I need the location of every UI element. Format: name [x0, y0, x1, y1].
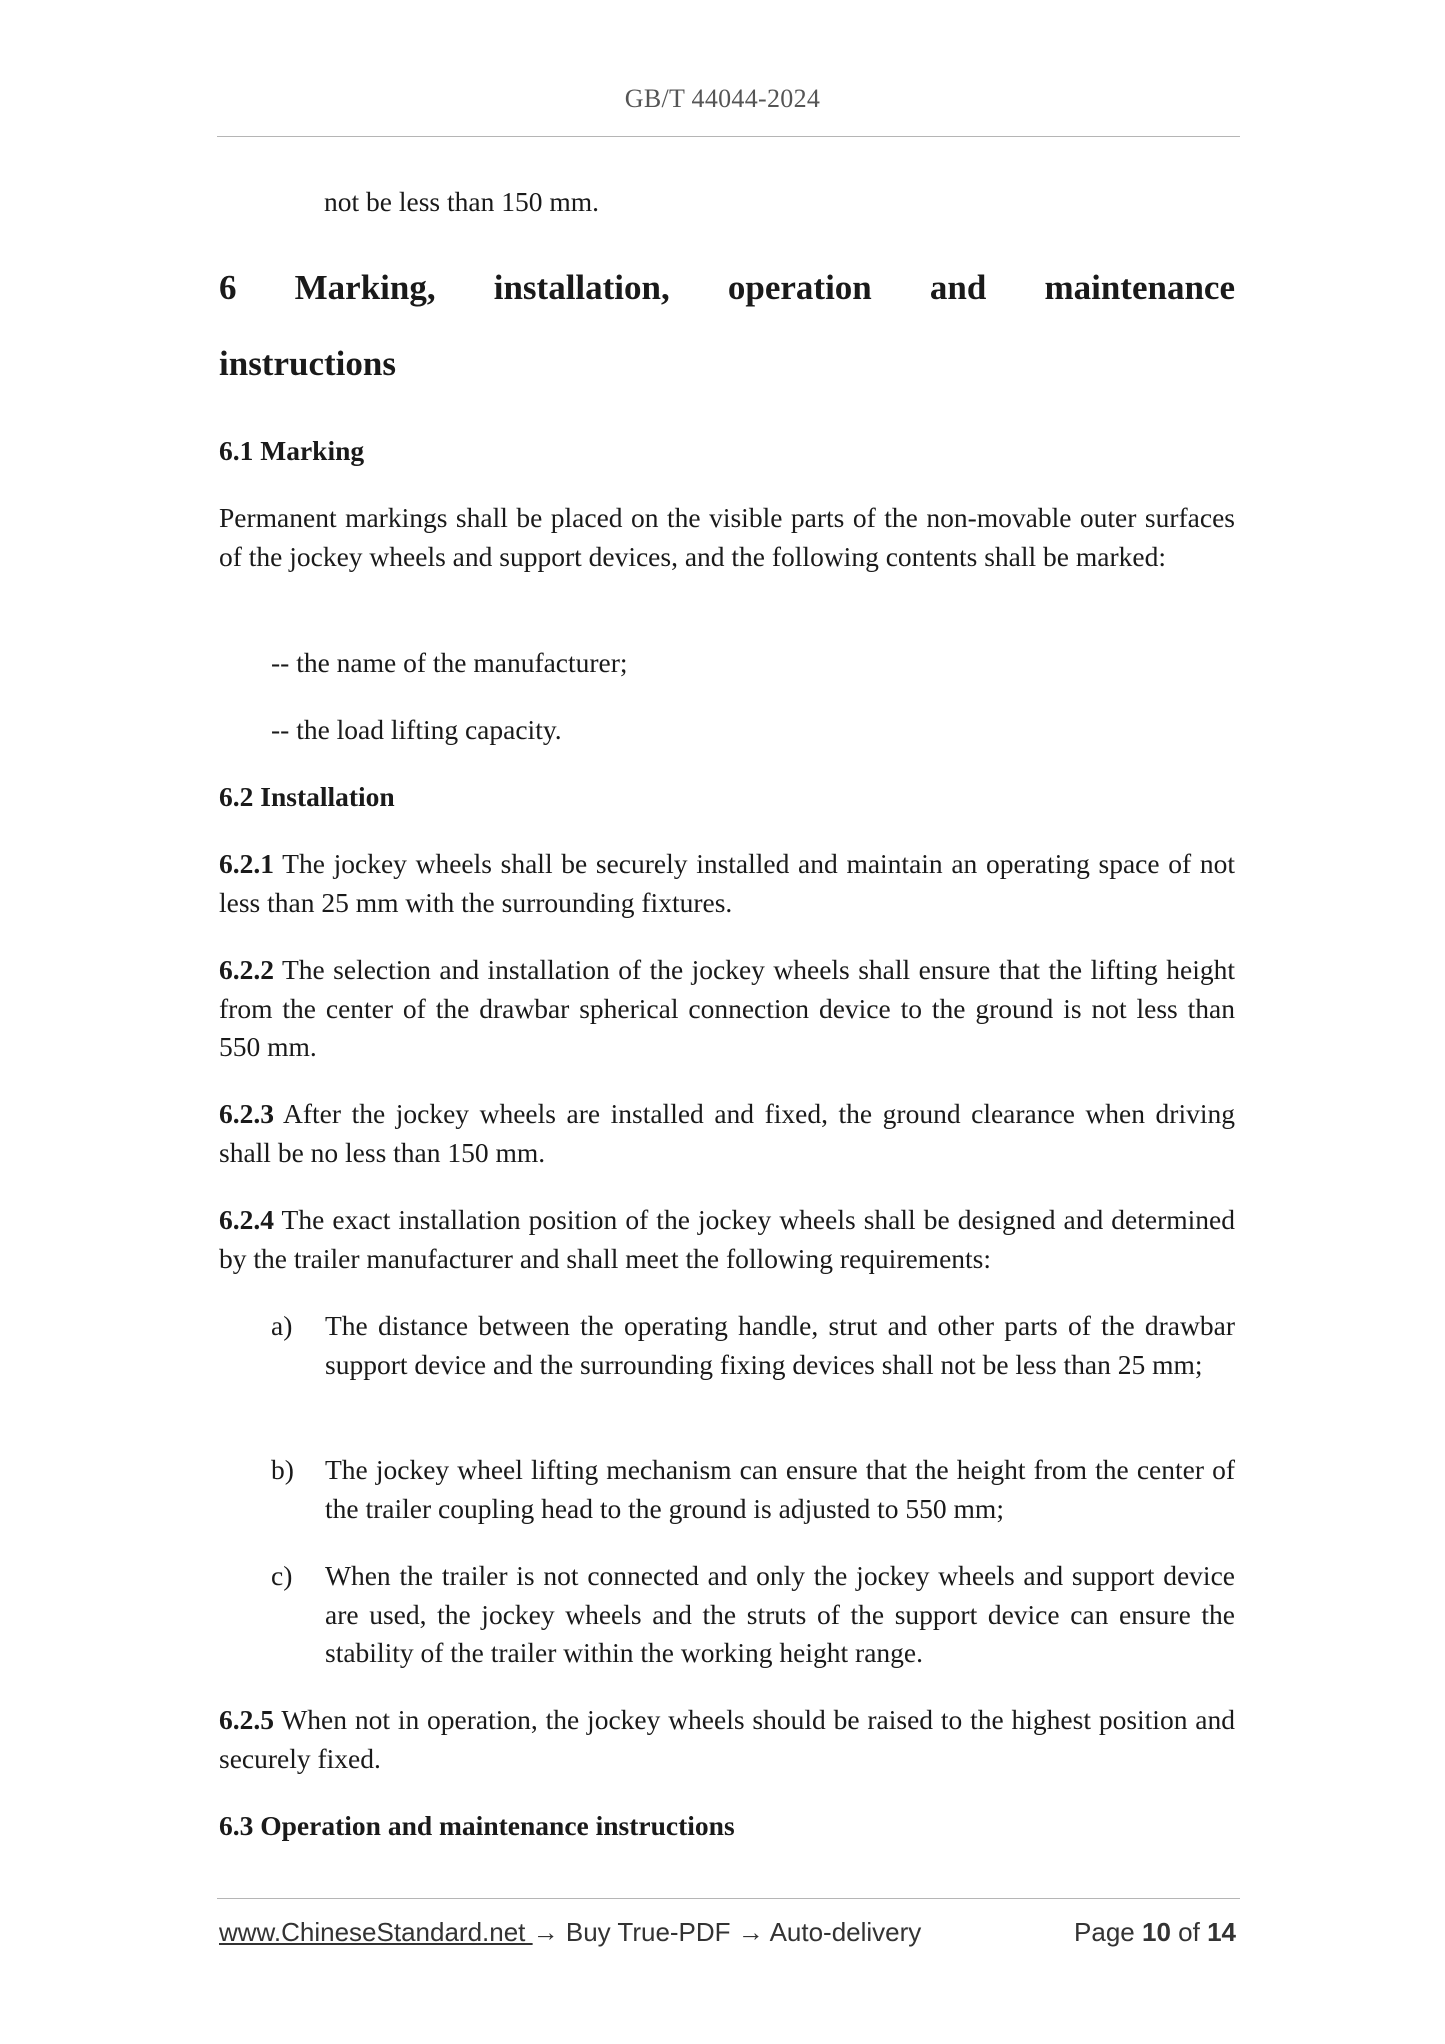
heading-word: Marking,	[294, 268, 436, 307]
buy-text: Buy True-PDF	[558, 1917, 738, 1947]
clause-number: 6.2.3	[219, 1098, 274, 1129]
list-marker: a)	[271, 1310, 293, 1341]
list-text: The distance between the operating handle, strut and other parts of the drawbar support device and the surrounding fixing devices shall not be less than 25 mm;	[325, 1310, 1235, 1380]
list-text: When the trailer is not connected and only the jockey wheels and support device are used, the jockey wheels and the struts of the support device can ensure the stability of the trailer within the working height range.	[325, 1560, 1235, 1668]
delivery-text: Auto-delivery	[763, 1917, 922, 1947]
of-label: of	[1178, 1917, 1200, 1947]
header-rule	[217, 136, 1240, 137]
total-pages: 14	[1207, 1917, 1236, 1947]
clause-text: After the jockey wheels are installed and fixed, the ground clearance when driving shall be no less than 150 mm.	[219, 1098, 1235, 1168]
clause-text: When not in operation, the jockey wheels should be raised to the highest position and securely fixed.	[219, 1704, 1235, 1774]
clause-6-2-1	[219, 845, 1235, 922]
page-footer	[219, 1917, 1236, 1951]
list-marker: b)	[271, 1454, 294, 1485]
marking-item: -- the load lifting capacity.	[271, 714, 562, 745]
arrow-icon: →	[737, 1917, 764, 1947]
footer-rule	[217, 1898, 1240, 1899]
section-6-heading-line2: instructions	[219, 344, 396, 383]
clause-number: 6.2.2	[219, 954, 274, 985]
list-marker: c)	[271, 1560, 293, 1591]
arrow-icon: →	[532, 1917, 559, 1947]
page-indicator	[1074, 1917, 1236, 1948]
clause-text: The jockey wheels shall be securely installed and maintain an operating space of not less than 25 mm with the surrounding fixtures.	[219, 848, 1235, 918]
clause-number: 6.2.5	[219, 1704, 274, 1735]
footer-promo	[219, 1917, 921, 1948]
subsection-6-3-heading: 6.3 Operation and maintenance instructions	[219, 1810, 735, 1841]
website-link[interactable]: www.ChineseStandard.net	[219, 1917, 533, 1947]
clause-6-2-3	[219, 1095, 1235, 1172]
list-text: The jockey wheel lifting mechanism can ensure that the height from the center of the trailer coupling head to the ground is adjusted to 550 mm;	[325, 1454, 1235, 1524]
clause-6-2-4	[219, 1201, 1235, 1278]
standard-code-header: GB/T 44044-2024	[624, 84, 821, 113]
clause-6-2-5	[219, 1701, 1235, 1778]
continuation-text: not be less than 150 mm.	[324, 186, 599, 217]
clause-number: 6.2.4	[219, 1204, 274, 1235]
clause-text: The exact installation position of the jockey wheels shall be designed and determined by the trailer manufacturer and shall meet the following requirements:	[219, 1204, 1235, 1274]
clause-text: The selection and installation of the jockey wheels shall ensure that the lifting height from the center of the drawbar spherical connection device to the ground is not less than 550 mm.	[219, 954, 1235, 1062]
clause-6-2-2	[219, 951, 1235, 1067]
page-label: Page	[1074, 1917, 1135, 1947]
section-number: 6	[219, 268, 237, 307]
section-6-heading	[219, 268, 1235, 308]
heading-word: and	[929, 268, 987, 307]
marking-item: -- the name of the manufacturer;	[271, 647, 628, 678]
marking-paragraph: Permanent markings shall be placed on the visible parts of the non-movable outer surfaces of the jockey wheels and support devices, and the following contents shall be marked:	[219, 502, 1235, 572]
current-page: 10	[1142, 1917, 1171, 1947]
subsection-6-1-heading: 6.1 Marking	[219, 435, 365, 466]
heading-word: installation,	[493, 268, 670, 307]
subsection-6-2-heading: 6.2 Installation	[219, 781, 395, 812]
clause-number: 6.2.1	[219, 848, 274, 879]
heading-word: operation	[727, 268, 872, 307]
heading-word: maintenance	[1044, 268, 1235, 307]
